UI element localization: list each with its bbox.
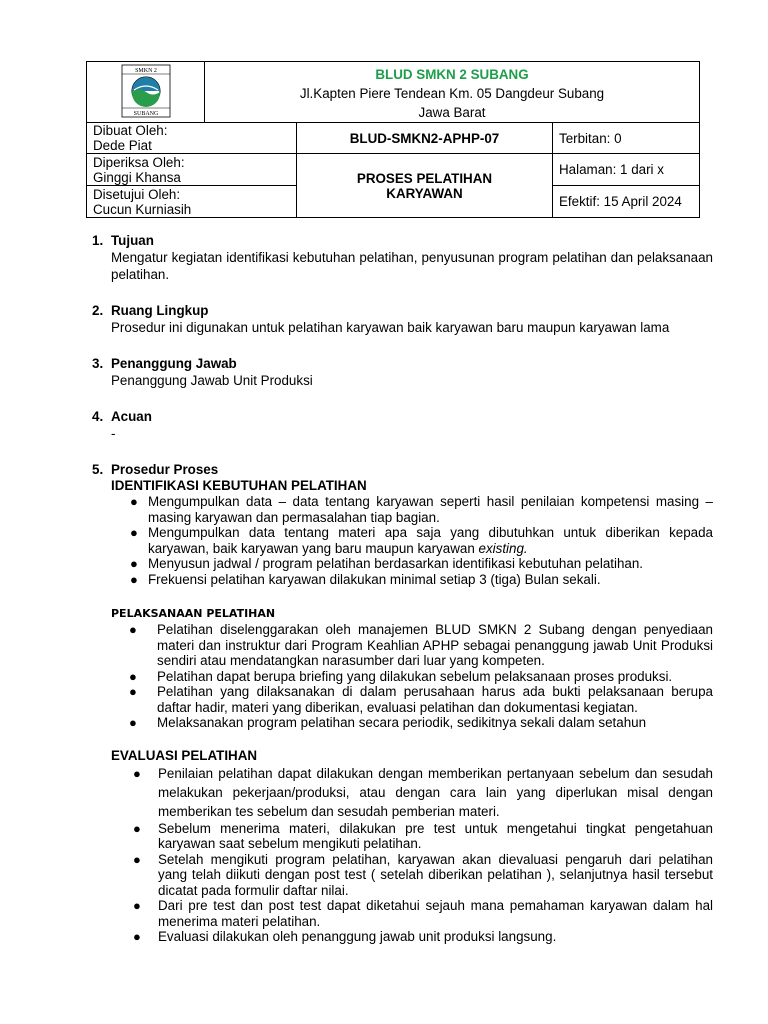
list-item-text: Pelatihan diselenggarakan oleh manajemen BLUD SMKN 2 Subang dengan penyediaan materi dan instruktur dari Program Keahlian APHP sebagai penanggung jawab Unit Produksi sendiri atau mendatangkan narasumber dari luar yang kompeten.: [157, 622, 713, 668]
section-body: Prosedur ini digunakan untuk pelatihan karyawan baik karyawan baru maupun karyawan lama: [111, 320, 670, 335]
logo-top-text: SMKN 2: [134, 67, 157, 74]
list-item-text: Evaluasi dilakukan oleh penanggung jawab unit produksi langsung.: [158, 929, 557, 944]
bullet-icon: ●: [130, 556, 138, 571]
section-body: -: [111, 426, 116, 441]
pelaksanaan-list: [92, 622, 713, 731]
list-item: [129, 715, 713, 731]
document-header-table: [86, 61, 700, 218]
bullet-icon: ●: [129, 622, 137, 637]
bullet-icon: ●: [130, 494, 138, 509]
section-body: Mengatur kegiatan identifikasi kebutuhan pelatihan, penyusunan program pelatihan dan pelaksanaan pelatihan.: [111, 250, 713, 282]
identifikasi-list: [92, 494, 713, 587]
list-item-italic: existing.: [478, 540, 528, 556]
approved-by-cell: [87, 186, 297, 218]
list-item: [133, 820, 713, 852]
section-acuan: [92, 408, 713, 442]
bullet-icon: ●: [133, 765, 141, 781]
section-title: Tujuan: [111, 233, 154, 248]
section-body: Penanggung Jawab Unit Produksi: [111, 373, 313, 388]
bullet-icon: ●: [130, 525, 138, 540]
list-item: [133, 851, 713, 899]
address-line-1: Jl.Kapten Piere Tendean Km. 05 Dangdeur Subang: [299, 85, 605, 101]
section-number: 4.: [92, 409, 104, 424]
list-item-text: Sebelum menerima materi, dilakukan pre test untuk mengetahui tingkat pengetahuan karyawan saat sebelum mengikuti pelatihan.: [158, 820, 713, 851]
doc-title-line-1: PROSES PELATIHAN: [356, 170, 493, 186]
section-number: 2.: [92, 303, 104, 318]
identifikasi-title: IDENTIFIKASI KEBUTUHAN PELATIHAN: [111, 478, 367, 493]
checked-by-label: Diperiksa Oleh:: [93, 154, 185, 170]
doc-title-cell: [297, 154, 553, 218]
bullet-icon: ●: [133, 929, 141, 944]
evaluasi-title: EVALUASI PELATIHAN: [111, 747, 258, 763]
section-title: Acuan: [111, 409, 152, 424]
list-item: [130, 494, 713, 525]
address-line-2: Jawa Barat: [418, 104, 486, 120]
evaluasi-list: [92, 764, 713, 945]
made-by-cell: [87, 123, 297, 154]
list-item-text: Pelatihan yang dilaksanakan di dalam perusahaan harus ada bukti pelaksanaan berupa daftar hadir, materi yang diberikan, evaluasi pelatihan dan dokumentasi kegiatan.: [157, 684, 713, 715]
list-item-text: Penilaian pelatihan dapat dilakukan dengan memberikan pertanyaan sebelum dan sesudah melakukan pekerjaan/produksi, atau dengan cara lain yang diperlukan misal dengan memberikan tes sebelum dan sesudah pemberian materi.: [158, 765, 713, 819]
list-item-text: Dari pre test dan post test dapat diketahui sejauh mana pemahaman karyawan dalam hal menerima materi pelatihan.: [158, 898, 713, 929]
list-item-text: Frekuensi pelatihan karyawan dilakukan minimal setiap 3 (tiga) Bulan sekali.: [148, 571, 601, 587]
list-item: [133, 764, 713, 821]
doc-title-line-2: KARYAWAN: [386, 185, 463, 201]
bullet-icon: ●: [133, 851, 141, 867]
list-item-text: Menyusun jadwal / program pelatihan berdasarkan identifikasi kebutuhan pelatihan.: [148, 556, 644, 571]
list-item: [129, 622, 713, 669]
section-number: 1.: [92, 233, 104, 248]
checked-by-cell: [87, 154, 297, 186]
list-item: [130, 571, 713, 588]
section-title: Ruang Lingkup: [111, 303, 209, 318]
list-item: [129, 684, 713, 715]
section-number: 5.: [92, 462, 104, 477]
logo-bottom-text: SUBANG: [133, 110, 158, 117]
school-logo: [116, 63, 176, 119]
list-item: [130, 556, 713, 572]
bullet-icon: ●: [133, 898, 141, 913]
approved-by-label: Disetujui Oleh:: [93, 186, 181, 202]
list-item: [129, 668, 713, 685]
org-name: BLUD SMKN 2 SUBANG: [375, 66, 529, 82]
logo-cell: [87, 62, 205, 123]
section-title: Penanggung Jawab: [111, 356, 237, 371]
doc-code: BLUD-SMKN2-APHP-07: [297, 123, 553, 154]
list-item-text: Melaksanakan program pelatihan secara periodik, sedikitnya sekali dalam setahun: [157, 715, 647, 730]
section-prosedur-proses: [92, 461, 713, 945]
list-item: [130, 525, 713, 556]
made-by-label: Dibuat Oleh:: [93, 123, 168, 138]
bullet-icon: ●: [129, 668, 137, 684]
page-number: Halaman: 1 dari x: [553, 154, 700, 186]
pelaksanaan-title: PELAKSANAAN PELATIHAN: [111, 607, 276, 620]
approved-by-name: Cucun Kurniasih: [93, 201, 192, 217]
section-number: 3.: [92, 356, 104, 371]
list-item-text: Pelatihan dapat berupa briefing yang dilakukan sebelum pelaksanaan proses produksi.: [157, 668, 673, 684]
list-item: [133, 929, 713, 945]
made-by-name: Dede Piat: [93, 138, 152, 153]
document-body: [92, 232, 713, 945]
effective-date: Efektif: 15 April 2024: [553, 186, 700, 218]
bullet-icon: ●: [130, 571, 138, 587]
list-item-text: Mengumpulkan data tentang materi apa saja yang dibutuhkan untuk diberikan kepada karyawan, baik karyawan yang baru maupun karyawan: [148, 525, 713, 556]
bullet-icon: ●: [133, 820, 141, 836]
section-tujuan: [92, 232, 713, 283]
bullet-icon: ●: [129, 715, 137, 730]
checked-by-name: Ginggi Khansa: [93, 169, 181, 185]
section-penanggung-jawab: [92, 355, 713, 389]
list-item: [133, 898, 713, 929]
section-title: Prosedur Proses: [111, 462, 219, 477]
issue-number: Terbitan: 0: [553, 123, 700, 154]
section-ruang-lingkup: [92, 302, 713, 336]
list-item-text: Mengumpulkan data – data tentang karyawan seperti hasil penilaian kompetensi masing – masing karyawan dan permasalahan tiap bagian.: [148, 494, 713, 525]
bullet-icon: ●: [129, 684, 137, 699]
list-item-text: Setelah mengikuti program pelatihan, karyawan akan dievaluasi pengaruh dari pelatihan yang telah diikuti dengan post test ( setelah diberikan pelatihan ), selanjutnya hasil tersebut dicatat pada formulir daftar nilai.: [158, 851, 713, 898]
org-cell: [205, 62, 700, 123]
